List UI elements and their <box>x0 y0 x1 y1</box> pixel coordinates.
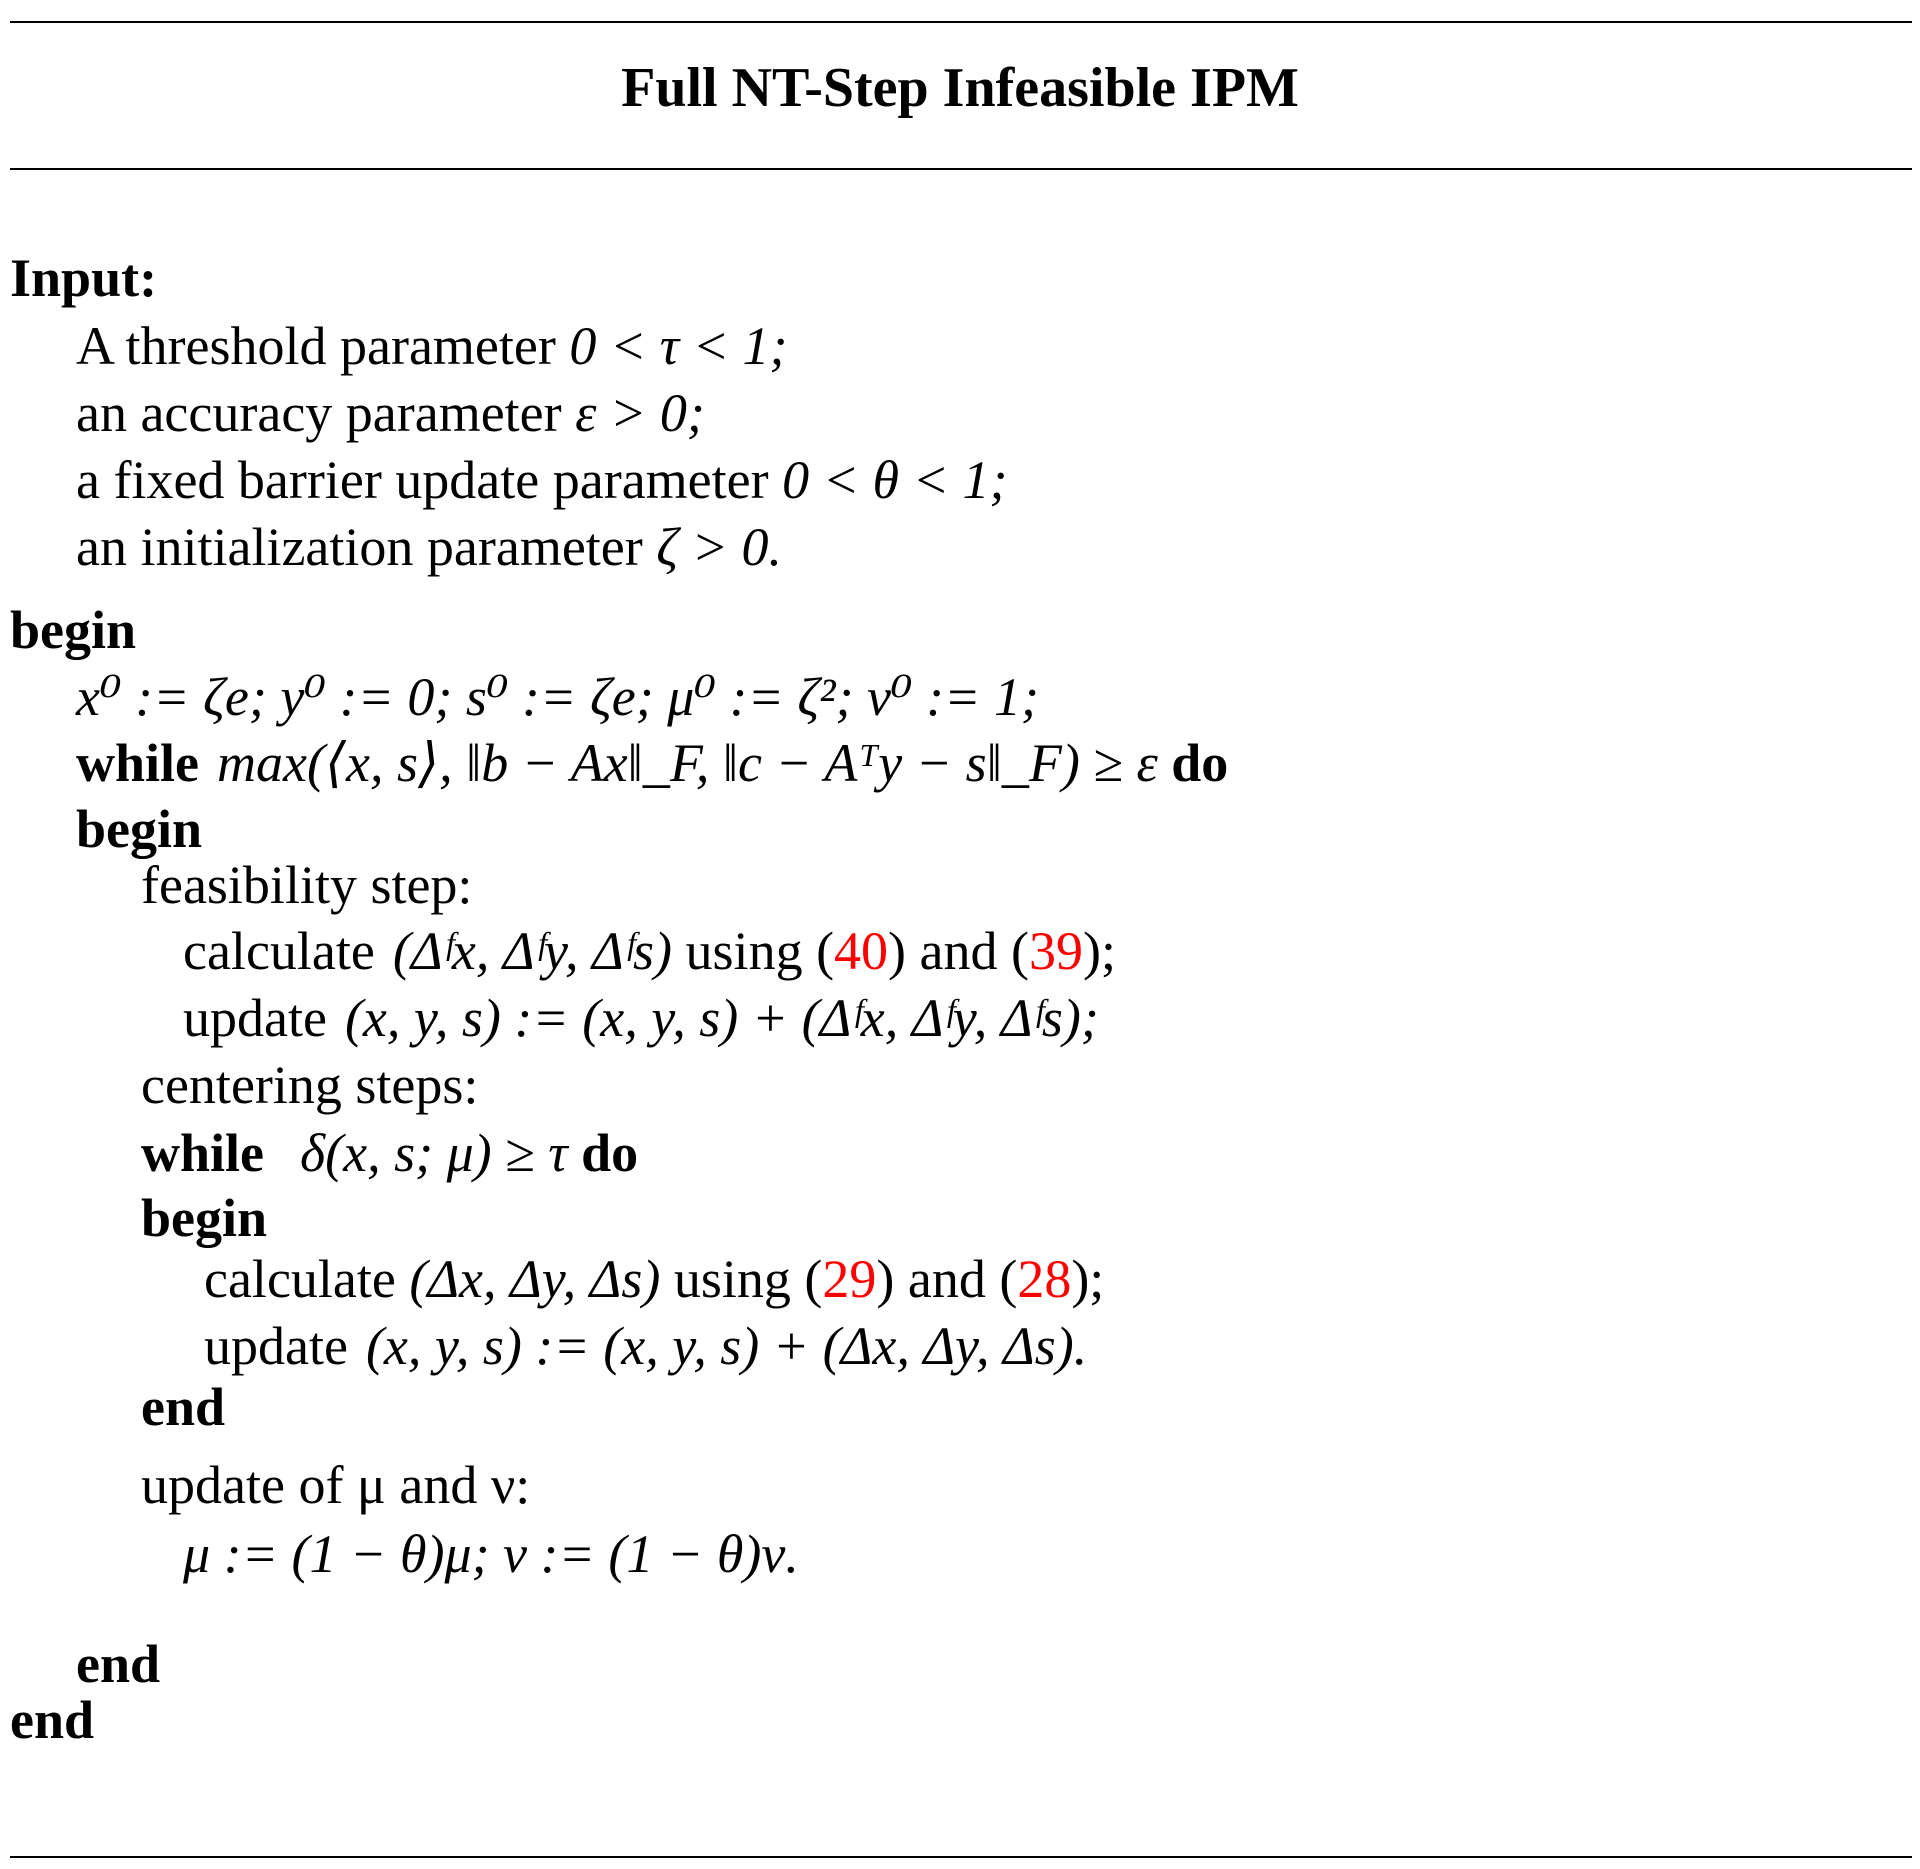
feasibility-tail: ); <box>1082 921 1116 981</box>
centering-using-text: using ( <box>660 1249 823 1309</box>
centering-update-verb: update <box>204 1316 348 1376</box>
feasibility-and-text: ) and ( <box>888 921 1029 981</box>
feasibility-using-text: using ( <box>672 921 835 981</box>
inner-begin: begin <box>141 1188 268 1248</box>
feasibility-calculate-line <box>183 918 1116 984</box>
input-header: Input: <box>10 248 158 308</box>
outer-while-condition: max(⟨x, s⟩, ‖b − Ax‖_F, ‖c − Aᵀy − s‖_F) ≥ ε <box>217 733 1158 793</box>
input-threshold-text: A threshold parameter <box>76 316 570 376</box>
algorithm-title: Full NT-Step Infeasible IPM <box>621 57 1299 119</box>
outer-end: end <box>10 1690 95 1750</box>
input-initialization-math: ζ > 0. <box>656 517 783 577</box>
centering-and-text: ) and ( <box>876 1249 1018 1309</box>
input-accuracy <box>76 380 705 446</box>
title-rule <box>10 168 1912 170</box>
equation-reference-link[interactable]: 28 <box>1017 1249 1072 1309</box>
input-initialization-text: an initialization parameter <box>76 517 657 577</box>
bottom-rule <box>10 1856 1912 1858</box>
mu-nu-update-formula: μ := (1 − θ)μ; ν := (1 − θ)ν. <box>183 1524 799 1584</box>
inner-while-condition: δ(x, s; μ) ≥ τ <box>300 1123 568 1183</box>
feasibility-update-line <box>183 985 1099 1051</box>
centering-direction: (Δx, Δy, Δs) <box>409 1249 661 1309</box>
inner-while-line <box>141 1120 638 1186</box>
centering-calculate-line <box>204 1246 1104 1312</box>
centering-calculate-verb: calculate <box>204 1249 396 1309</box>
input-initialization <box>76 514 782 580</box>
feasibility-calculate-verb: calculate <box>183 921 375 981</box>
inner-do-keyword: do <box>581 1123 639 1183</box>
centering-update-line <box>204 1313 1087 1379</box>
top-rule <box>10 21 1912 23</box>
equation-reference-link[interactable]: 40 <box>834 921 889 981</box>
feasibility-step-header: feasibility step: <box>141 855 473 915</box>
loop-end: end <box>76 1634 161 1694</box>
inner-while-keyword: while <box>141 1123 265 1183</box>
input-accuracy-math: ε > 0; <box>575 383 705 443</box>
equation-reference-link[interactable]: 29 <box>822 1249 877 1309</box>
outer-while-keyword: while <box>76 733 200 793</box>
outer-begin: begin <box>10 600 137 660</box>
centering-steps-header: centering steps: <box>141 1055 479 1115</box>
feasibility-update-verb: update <box>183 988 327 1048</box>
loop-begin: begin <box>76 799 203 859</box>
initialization-line: x⁰ := ζe; y⁰ := 0; s⁰ := ζe; μ⁰ := ζ²; ν⁰ := 1; <box>76 667 1039 727</box>
mu-nu-update-header: update of μ and ν: <box>141 1455 531 1515</box>
equation-reference-link[interactable]: 39 <box>1028 921 1083 981</box>
input-barrier <box>76 447 1007 513</box>
input-threshold <box>76 313 788 379</box>
centering-tail: ); <box>1071 1249 1105 1309</box>
outer-while-line <box>76 730 1228 796</box>
outer-do-keyword: do <box>1171 733 1229 793</box>
input-barrier-math: 0 < θ < 1; <box>782 450 1008 510</box>
input-accuracy-text: an accuracy parameter <box>76 383 576 443</box>
feasibility-direction: (Δᶠx, Δᶠy, Δᶠs) <box>392 921 673 981</box>
input-barrier-text: a fixed barrier update parameter <box>76 450 783 510</box>
inner-end: end <box>141 1377 226 1437</box>
input-threshold-math: 0 < τ < 1; <box>569 316 788 376</box>
feasibility-update-expression: (x, y, s) := (x, y, s) + (Δᶠx, Δᶠy, Δᶠs); <box>344 988 1099 1048</box>
centering-update-expression: (x, y, s) := (x, y, s) + (Δx, Δy, Δs). <box>365 1316 1088 1376</box>
